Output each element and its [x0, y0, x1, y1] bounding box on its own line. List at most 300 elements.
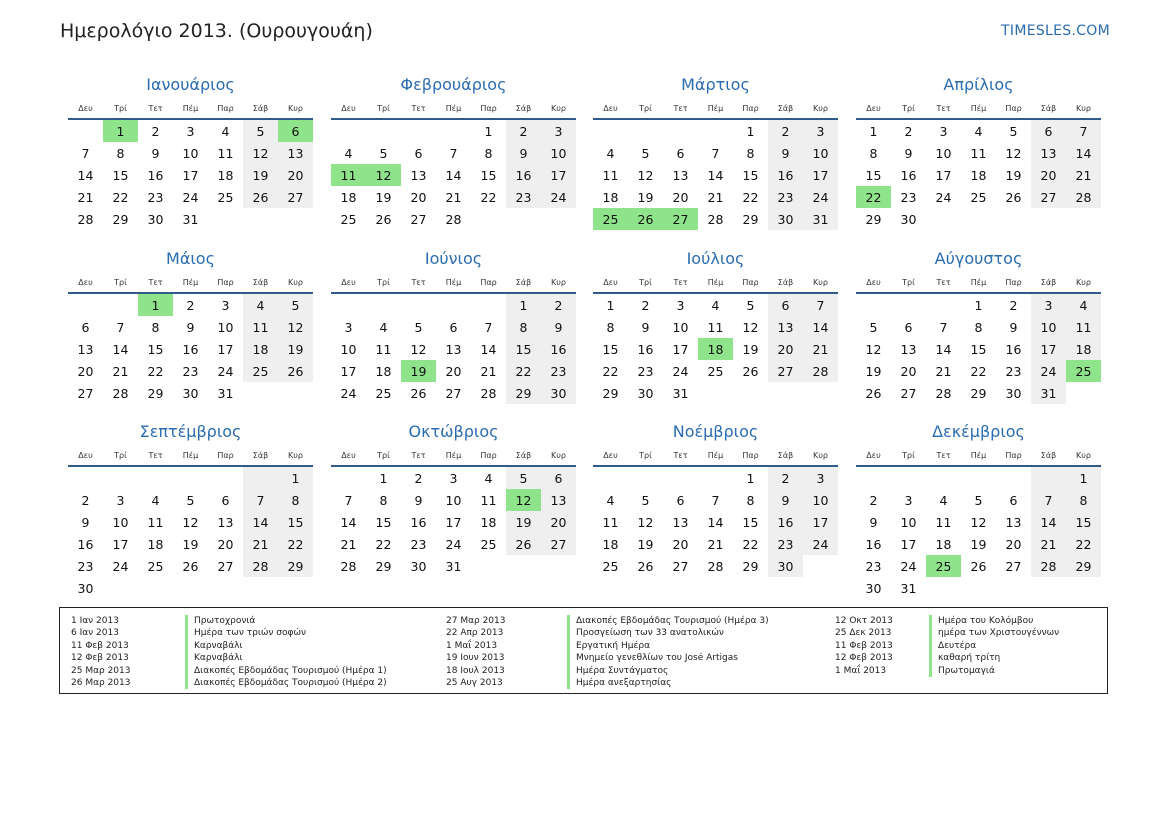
day-cell: 17	[672, 341, 689, 357]
weekday-header	[593, 98, 838, 120]
day-cell: 13	[77, 341, 94, 357]
day-cell: 14	[77, 167, 94, 183]
day-cell: 5	[186, 492, 195, 508]
month-name: Δεκέμβριος	[932, 422, 1025, 441]
weekday-label: Τρί	[639, 277, 652, 287]
weekday-header	[68, 98, 313, 120]
weekday-label: Πέμ	[182, 103, 199, 113]
empty-cell	[926, 467, 961, 489]
empty-cell	[891, 294, 926, 316]
day-cell: 6	[221, 492, 230, 508]
day-grid	[331, 120, 576, 230]
day-cell: 3	[221, 297, 230, 313]
day-cell: 4	[243, 294, 278, 316]
holiday-name: Εργατική Ημέρα	[567, 640, 769, 652]
day-cell: 1	[379, 470, 388, 486]
day-cell: 12	[366, 164, 401, 186]
day-cell: 4	[711, 297, 720, 313]
day-grid	[331, 294, 576, 404]
day-cell: 22	[480, 189, 497, 205]
weekday-label: Παρ	[480, 103, 497, 113]
day-cell: 4	[221, 123, 230, 139]
empty-cell	[68, 467, 103, 489]
day-cell: 7	[803, 294, 838, 316]
day-cell: 17	[803, 164, 838, 186]
day-cell: 30	[182, 385, 199, 401]
weekday-label: Πέμ	[445, 450, 462, 460]
empty-cell	[103, 467, 138, 489]
empty-cell	[331, 294, 366, 316]
day-cell: 16	[506, 164, 541, 186]
day-cell: 13	[410, 167, 427, 183]
day-cell: 27	[217, 558, 234, 574]
month-name: Αύγουστος	[934, 249, 1023, 268]
day-cell: 14	[1066, 142, 1101, 164]
day-cell: 24	[112, 558, 129, 574]
day-cell: 26	[628, 208, 663, 230]
day-cell: 24	[900, 558, 917, 574]
day-cell: 9	[506, 142, 541, 164]
day-cell: 13	[1005, 514, 1022, 530]
holiday-name: Προσγείωση των 33 ανατολικών	[567, 627, 769, 639]
weekday-label: Δευ	[78, 277, 93, 287]
day-cell: 21	[77, 189, 94, 205]
weekday-label: Δευ	[603, 103, 618, 113]
weekday-label: Τρί	[902, 277, 915, 287]
month-calendar	[331, 419, 576, 577]
day-cell: 31	[803, 208, 838, 230]
empty-cell	[436, 294, 471, 316]
day-cell: 13	[672, 167, 689, 183]
weekday-label: Τρί	[377, 450, 390, 460]
day-cell: 5	[278, 294, 313, 316]
day-cell: 7	[1031, 489, 1066, 511]
weekday-label: Τρί	[902, 103, 915, 113]
weekday-header	[68, 272, 313, 294]
month-name: Μάρτιος	[681, 75, 750, 94]
day-cell: 19	[637, 189, 654, 205]
day-cell: 23	[768, 186, 803, 208]
day-cell: 10	[900, 514, 917, 530]
empty-cell	[663, 467, 698, 489]
weekday-label: Παρ	[480, 450, 497, 460]
weekday-label: Πέμ	[970, 103, 987, 113]
weekday-label: Δευ	[78, 450, 93, 460]
day-cell: 22	[112, 189, 129, 205]
day-cell: 6	[81, 319, 90, 335]
day-cell: 6	[541, 467, 576, 489]
day-cell: 20	[768, 338, 803, 360]
day-cell: 24	[340, 385, 357, 401]
day-grid	[68, 120, 313, 230]
day-cell: 30	[147, 211, 164, 227]
holiday-name: Πρωτομαγιά	[929, 665, 1059, 677]
weekday-label: Τρί	[639, 450, 652, 460]
day-cell: 8	[116, 145, 125, 161]
legend-names-col-3	[929, 615, 1059, 677]
day-cell: 6	[414, 145, 423, 161]
holiday-date: 12 Φεβ 2013	[71, 653, 129, 664]
weekday-header	[331, 98, 576, 120]
day-cell: 31	[445, 558, 462, 574]
empty-cell	[996, 467, 1031, 489]
holiday-date: 25 Δεκ 2013	[835, 628, 892, 639]
day-cell: 25	[480, 536, 497, 552]
day-cell: 7	[449, 145, 458, 161]
month-name: Φεβρουάριος	[400, 75, 507, 94]
holiday-name: καθαρή τρίτη	[929, 652, 1059, 664]
day-cell: 25	[217, 189, 234, 205]
day-cell: 17	[217, 341, 234, 357]
day-cell: 12	[243, 142, 278, 164]
day-cell: 13	[217, 514, 234, 530]
day-cell: 6	[1009, 492, 1018, 508]
empty-cell	[401, 294, 436, 316]
day-cell: 30	[768, 208, 803, 230]
day-cell: 16	[768, 511, 803, 533]
day-cell: 2	[81, 492, 90, 508]
weekday-label: Τρί	[377, 277, 390, 287]
day-cell: 22	[278, 533, 313, 555]
weekday-label: Παρ	[217, 277, 234, 287]
day-cell: 11	[217, 145, 234, 161]
month-calendar	[68, 419, 313, 599]
day-cell: 2	[1009, 297, 1018, 313]
holiday-date: 19 Ιουν 2013	[446, 653, 505, 664]
month-calendar	[331, 72, 576, 230]
day-cell: 8	[506, 316, 541, 338]
day-cell: 24	[182, 189, 199, 205]
day-cell: 18	[375, 363, 392, 379]
day-grid	[331, 467, 576, 577]
day-cell: 25	[1066, 360, 1101, 382]
day-cell: 22	[856, 186, 891, 208]
month-name: Ιούλιος	[686, 249, 745, 268]
day-cell: 23	[637, 363, 654, 379]
day-cell: 20	[77, 363, 94, 379]
day-cell: 7	[243, 489, 278, 511]
weekday-label: Πέμ	[970, 450, 987, 460]
day-cell: 23	[1005, 363, 1022, 379]
day-cell: 23	[900, 189, 917, 205]
day-cell: 14	[935, 341, 952, 357]
day-cell: 18	[147, 536, 164, 552]
weekday-label: Κυρ	[813, 450, 828, 460]
holiday-name: Ημέρα των τριών σοφών	[185, 627, 387, 639]
day-cell: 21	[1031, 533, 1066, 555]
day-cell: 9	[151, 145, 160, 161]
day-cell: 5	[506, 467, 541, 489]
weekday-label: Πέμ	[970, 277, 987, 287]
day-cell: 6	[1031, 120, 1066, 142]
day-cell: 23	[506, 186, 541, 208]
holiday-name: Ημέρα ανεξαρτησίας	[567, 677, 769, 689]
day-cell: 25	[243, 360, 278, 382]
day-cell: 11	[375, 341, 392, 357]
day-cell: 27	[1031, 186, 1066, 208]
weekday-label: Δευ	[341, 450, 356, 460]
day-cell: 3	[344, 319, 353, 335]
day-cell: 2	[151, 123, 160, 139]
month-name: Οκτώβριος	[408, 422, 499, 441]
day-cell: 15	[865, 167, 882, 183]
empty-cell	[331, 467, 366, 489]
weekday-label: Παρ	[1005, 103, 1022, 113]
holiday-name: Πρωτοχρονιά	[185, 615, 387, 627]
day-cell: 14	[707, 167, 724, 183]
day-cell: 22	[970, 363, 987, 379]
month-calendar	[593, 246, 838, 404]
day-cell: 15	[742, 514, 759, 530]
day-cell: 2	[541, 294, 576, 316]
month-calendar	[331, 246, 576, 404]
day-cell: 18	[602, 536, 619, 552]
day-cell: 10	[672, 319, 689, 335]
day-cell: 4	[939, 492, 948, 508]
empty-cell	[173, 467, 208, 489]
day-cell: 21	[445, 189, 462, 205]
day-cell: 14	[340, 514, 357, 530]
weekday-label: Τετ	[673, 450, 688, 460]
day-cell: 14	[243, 511, 278, 533]
day-cell: 17	[112, 536, 129, 552]
weekday-label: Δευ	[78, 103, 93, 113]
day-cell: 11	[331, 164, 366, 186]
day-cell: 29	[742, 211, 759, 227]
weekday-label: Δευ	[603, 277, 618, 287]
empty-cell	[698, 120, 733, 142]
day-cell: 11	[147, 514, 164, 530]
day-cell: 29	[742, 558, 759, 574]
day-cell: 27	[768, 360, 803, 382]
day-cell: 26	[637, 558, 654, 574]
day-cell: 7	[711, 492, 720, 508]
day-grid	[856, 467, 1101, 599]
weekday-label: Σάβ	[1040, 103, 1057, 113]
day-cell: 31	[182, 211, 199, 227]
day-cell: 1	[1066, 467, 1101, 489]
day-grid	[68, 294, 313, 404]
holiday-name: Διακοπές Εβδομάδας Τουρισμού (Ημέρα 3)	[567, 615, 769, 627]
holiday-date: 12 Φεβ 2013	[835, 653, 893, 664]
day-cell: 29	[865, 211, 882, 227]
day-cell: 5	[641, 492, 650, 508]
legend-names-col-2	[567, 615, 769, 689]
weekday-label: Κυρ	[551, 103, 566, 113]
empty-cell	[593, 467, 628, 489]
day-cell: 20	[541, 511, 576, 533]
legend-dates-col-2	[446, 615, 506, 689]
month-name: Μάιος	[166, 249, 215, 268]
legend-names-col-1	[185, 615, 387, 689]
month-calendar	[856, 246, 1101, 404]
day-cell: 4	[151, 492, 160, 508]
day-cell: 6	[676, 492, 685, 508]
day-cell: 22	[742, 189, 759, 205]
weekday-header	[593, 272, 838, 294]
holiday-name: Καρναβάλι	[185, 652, 387, 664]
day-cell: 25	[970, 189, 987, 205]
day-cell: 14	[803, 316, 838, 338]
empty-cell	[628, 120, 663, 142]
day-cell: 18	[970, 167, 987, 183]
weekday-label: Σάβ	[515, 450, 532, 460]
day-cell: 26	[410, 385, 427, 401]
day-grid	[856, 120, 1101, 230]
weekday-label: Τετ	[411, 450, 426, 460]
day-cell: 22	[147, 363, 164, 379]
weekday-label: Κυρ	[551, 277, 566, 287]
day-cell: 29	[147, 385, 164, 401]
holiday-date: 12 Οκτ 2013	[835, 616, 893, 626]
day-cell: 15	[970, 341, 987, 357]
day-cell: 15	[506, 338, 541, 360]
holiday-date: 27 Μαρ 2013	[446, 616, 506, 626]
month-calendar	[68, 72, 313, 230]
day-cell: 27	[77, 385, 94, 401]
weekday-label: Τετ	[936, 103, 951, 113]
day-cell: 4	[344, 145, 353, 161]
day-cell: 17	[445, 514, 462, 530]
day-cell: 10	[340, 341, 357, 357]
day-cell: 5	[1009, 123, 1018, 139]
day-cell: 29	[375, 558, 392, 574]
day-cell: 21	[1066, 164, 1101, 186]
day-cell: 12	[182, 514, 199, 530]
weekday-header	[331, 445, 576, 467]
day-cell: 17	[541, 164, 576, 186]
day-cell: 31	[1031, 382, 1066, 404]
site-link[interactable]: TIMESLES.COM	[1001, 23, 1110, 39]
weekday-label: Τετ	[936, 277, 951, 287]
weekday-label: Παρ	[742, 277, 759, 287]
holiday-date: 25 Μαρ 2013	[71, 665, 131, 676]
holiday-date: 11 Φεβ 2013	[71, 640, 129, 651]
day-cell: 22	[602, 363, 619, 379]
day-cell: 7	[344, 492, 353, 508]
day-cell: 31	[217, 385, 234, 401]
day-cell: 10	[217, 319, 234, 335]
weekday-label: Τετ	[673, 277, 688, 287]
day-cell: 15	[742, 167, 759, 183]
day-cell: 23	[77, 558, 94, 574]
day-cell: 28	[112, 385, 129, 401]
day-cell: 4	[1066, 294, 1101, 316]
weekday-label: Πέμ	[707, 450, 724, 460]
day-cell: 20	[410, 189, 427, 205]
day-cell: 13	[768, 316, 803, 338]
day-cell: 4	[606, 145, 615, 161]
day-cell: 29	[970, 385, 987, 401]
day-cell: 21	[803, 338, 838, 360]
day-cell: 13	[541, 489, 576, 511]
holiday-date: 25 Αυγ 2013	[446, 677, 503, 688]
day-cell: 21	[340, 536, 357, 552]
day-cell: 20	[1005, 536, 1022, 552]
day-cell: 19	[243, 164, 278, 186]
day-cell: 8	[746, 145, 755, 161]
day-cell: 25	[147, 558, 164, 574]
day-cell: 15	[147, 341, 164, 357]
day-cell: 10	[935, 145, 952, 161]
holiday-date: 6 Ιαν 2013	[71, 628, 119, 639]
empty-cell	[961, 467, 996, 489]
empty-cell	[471, 294, 506, 316]
day-cell: 2	[641, 297, 650, 313]
day-cell: 21	[243, 533, 278, 555]
weekday-label: Τρί	[114, 103, 127, 113]
day-cell: 28	[480, 385, 497, 401]
weekday-label: Τετ	[411, 103, 426, 113]
weekday-header	[856, 445, 1101, 467]
weekday-label: Δευ	[866, 103, 881, 113]
empty-cell	[243, 467, 278, 489]
weekday-label: Σάβ	[1040, 277, 1057, 287]
day-cell: 2	[904, 123, 913, 139]
day-cell: 9	[186, 319, 195, 335]
day-cell: 13	[445, 341, 462, 357]
day-cell: 24	[1031, 360, 1066, 382]
day-cell: 4	[379, 319, 388, 335]
day-cell: 28	[445, 211, 462, 227]
day-cell: 16	[637, 341, 654, 357]
day-cell: 18	[935, 536, 952, 552]
day-cell: 6	[449, 319, 458, 335]
holiday-name: ημέρα των Χριστουγέννων	[929, 627, 1059, 639]
weekday-label: Τετ	[148, 277, 163, 287]
holiday-date: 1 Μαΐ 2013	[446, 640, 498, 651]
day-cell: 11	[970, 145, 987, 161]
day-cell: 14	[112, 341, 129, 357]
day-cell: 27	[672, 558, 689, 574]
day-cell: 3	[676, 297, 685, 313]
day-cell: 19	[865, 363, 882, 379]
empty-cell	[366, 294, 401, 316]
day-cell: 16	[768, 164, 803, 186]
weekday-label: Παρ	[742, 103, 759, 113]
day-cell: 13	[900, 341, 917, 357]
day-cell: 27	[900, 385, 917, 401]
day-cell: 15	[375, 514, 392, 530]
month-calendar	[68, 246, 313, 404]
day-cell: 27	[445, 385, 462, 401]
day-cell: 28	[1066, 186, 1101, 208]
day-cell: 3	[803, 467, 838, 489]
day-cell: 30	[865, 580, 882, 596]
day-cell: 5	[379, 145, 388, 161]
weekday-label: Κυρ	[1076, 277, 1091, 287]
month-calendar	[856, 72, 1101, 230]
weekday-header	[856, 272, 1101, 294]
empty-cell	[891, 467, 926, 489]
day-cell: 20	[445, 363, 462, 379]
day-cell: 28	[803, 360, 838, 382]
day-cell: 10	[112, 514, 129, 530]
weekday-label: Σάβ	[777, 103, 794, 113]
weekday-label: Δευ	[341, 103, 356, 113]
day-cell: 8	[974, 319, 983, 335]
day-cell: 1	[506, 294, 541, 316]
day-cell: 24	[935, 189, 952, 205]
day-grid	[593, 467, 838, 577]
day-cell: 16	[182, 341, 199, 357]
day-cell: 26	[742, 363, 759, 379]
empty-cell	[208, 467, 243, 489]
day-cell: 25	[602, 558, 619, 574]
day-cell: 5	[641, 145, 650, 161]
day-grid	[593, 120, 838, 230]
day-cell: 26	[506, 533, 541, 555]
